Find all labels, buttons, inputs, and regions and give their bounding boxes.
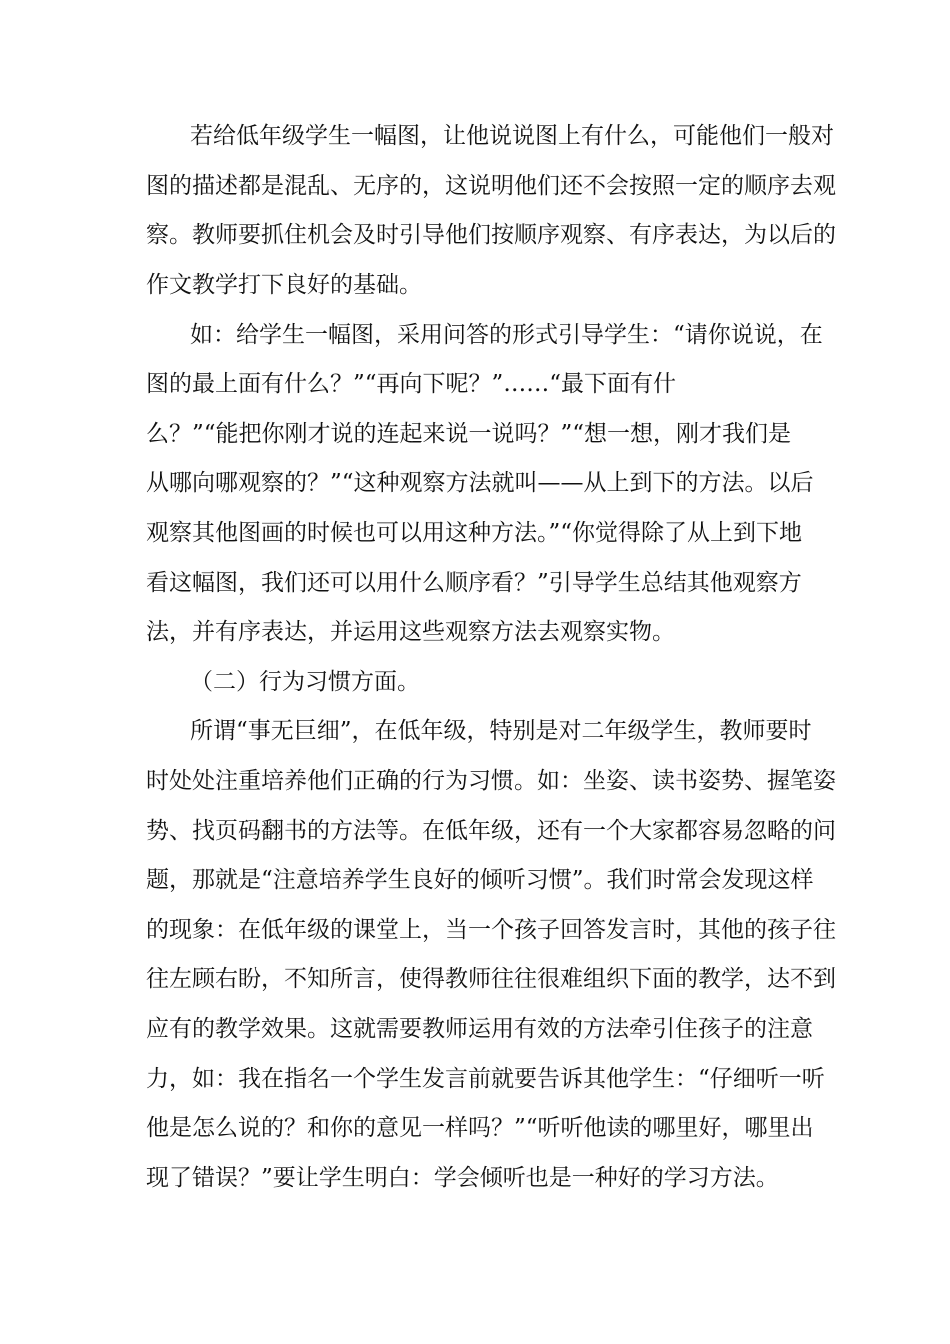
paragraph-line: 法，并有序表达，并运用这些观察方法去观察实物。 xyxy=(146,619,675,645)
paragraph-line: 么？”“能把你刚才说的连起来说一说吗？”“想一想，刚才我们是 xyxy=(146,421,792,447)
paragraph-line: 他是怎么说的？和你的意见一样吗？”“听听他读的哪里好，哪里出 xyxy=(146,1115,814,1141)
paragraph-line: 的现象：在低年级的课堂上，当一个孩子回答发言时，其他的孩子往 xyxy=(146,917,836,943)
paragraph-line: 察。教师要抓住机会及时引导他们按顺序观察、有序表达，为以后的 xyxy=(146,222,836,248)
paragraph-line: 现了错误？”要让学生明白：学会倾听也是一种好的学习方法。 xyxy=(146,1165,779,1191)
paragraph-line: 从哪向哪观察的？”“这种观察方法就叫——从上到下的方法。以后 xyxy=(146,470,814,496)
paragraph-line: 力，如：我在指名一个学生发言前就要告诉其他学生：“仔细听一听 xyxy=(146,1066,825,1092)
paragraph-line: 势、找页码翻书的方法等。在低年级，还有一个大家都容易忽略的问 xyxy=(146,818,836,844)
paragraph-line: 应有的教学效果。这就需要教师运用有效的方法牵引住孩子的注意 xyxy=(146,1016,813,1042)
paragraph-line: 如：给学生一幅图，采用问答的形式引导学生：“请你说说，在 xyxy=(190,322,823,348)
paragraph-line: 图的描述都是混乱、无序的，这说明他们还不会按照一定的顺序去观 xyxy=(146,173,836,199)
paragraph-line: 时处处注重培养他们正确的行为习惯。如：坐姿、读书姿势、握笔姿 xyxy=(146,768,836,794)
section-heading: （二）行为习惯方面。 xyxy=(190,669,420,695)
paragraph-line: 题，那就是“注意培养学生良好的倾听习惯”。我们时常会发现这样 xyxy=(146,867,814,893)
paragraph-line: 图的最上面有什么？”“再向下呢？”……“最下面有什 xyxy=(146,371,677,397)
paragraph-line: 看这幅图，我们还可以用什么顺序看？”引导学生总结其他观察方 xyxy=(146,570,802,596)
paragraph-line: 观察其他图画的时候也可以用这种方法。”“你觉得除了从上到下地 xyxy=(146,520,803,546)
paragraph-line: 若给低年级学生一幅图，让他说说图上有什么，可能他们一般对 xyxy=(190,123,834,149)
paragraph-line: 往左顾右盼，不知所言，使得教师往往很难组织下面的教学，达不到 xyxy=(146,966,836,992)
paragraph-line: 所谓“事无巨细”，在低年级，特别是对二年级学生，教师要时 xyxy=(190,718,812,744)
paragraph-line: 作文教学打下良好的基础。 xyxy=(146,272,422,298)
